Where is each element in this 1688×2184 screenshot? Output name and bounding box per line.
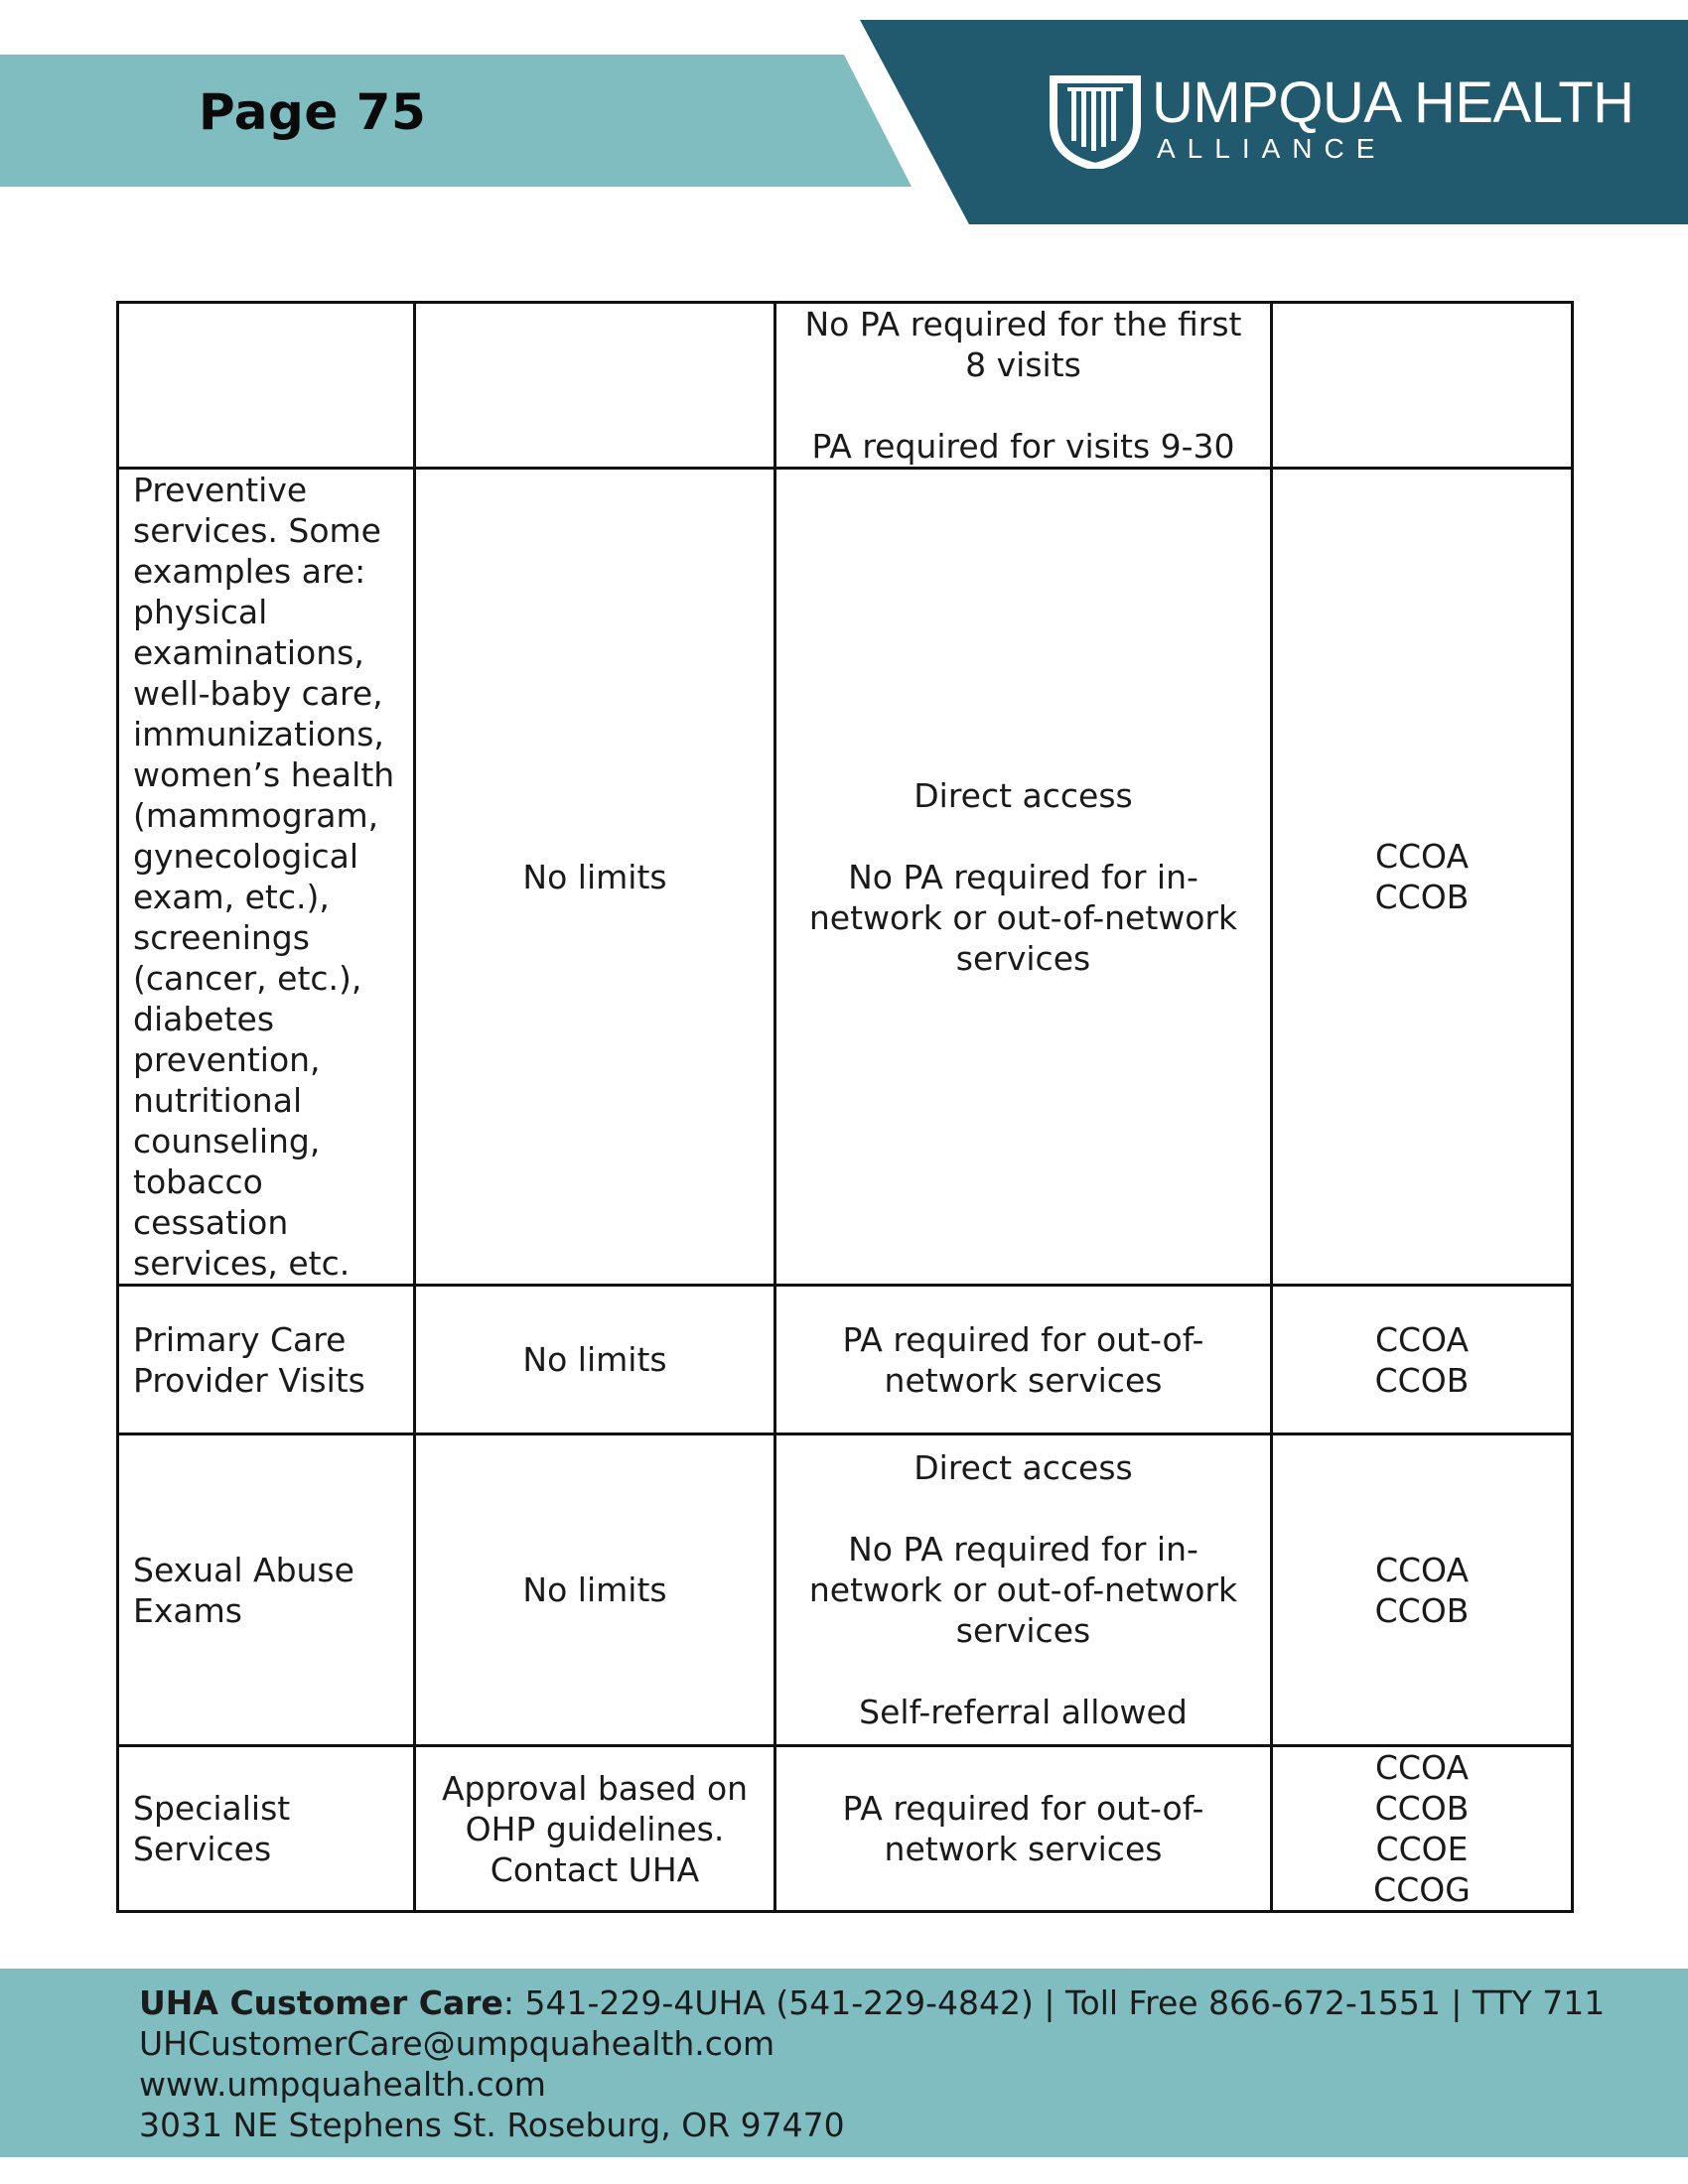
plans-cell: CCOA CCOB — [1272, 1434, 1573, 1746]
footer-email[interactable]: UHCustomerCare@umpquahealth.com — [139, 2024, 775, 2063]
table-row — [118, 1434, 1573, 1746]
footer-address: 3031 NE Stephens St. Roseburg, OR 97470 — [139, 2106, 845, 2144]
plans-cell — [1272, 303, 1573, 469]
service-cell: Sexual Abuse Exams — [118, 1434, 415, 1746]
table-row — [118, 1746, 1573, 1912]
limits-cell: No limits — [415, 469, 775, 1286]
service-cell — [118, 303, 415, 469]
benefits-table — [116, 301, 1574, 1913]
footer-website[interactable]: www.umpquahealth.com — [139, 2065, 546, 2104]
customer-care-label: UHA Customer Care — [139, 1983, 503, 2022]
limits-cell: No limits — [415, 1434, 775, 1746]
table-row — [118, 469, 1573, 1286]
plans-cell: CCOA CCOB — [1272, 469, 1573, 1286]
service-cell: Preventive services. Some examples are: physical examinations, well-baby care, immunizations, women’s health (mammogram, gynecological exam, etc.), screenings (cancer, etc.), diabetes prevention, nutritional counseling, tobacco cessation services, etc. — [118, 469, 415, 1286]
customer-care-line — [139, 1982, 1605, 2023]
customer-care-phones: : 541-229-4UHA (541-229-4842) | Toll Free 866-672-1551 | TTY 711 — [502, 1983, 1606, 2022]
limits-cell: Approval based on OHP guidelines. Contact UHA — [415, 1746, 775, 1912]
page-number: Page 75 — [199, 83, 427, 141]
authorization-cell: Direct access No PA required for in-network or out-of-network services — [775, 469, 1272, 1286]
authorization-cell: No PA required for the first 8 visits PA required for visits 9-30 — [775, 303, 1272, 469]
service-cell: Specialist Services — [118, 1746, 415, 1912]
authorization-cell: PA required for out-of-network services — [775, 1746, 1272, 1912]
logo-name: UMPQUA HEALTH — [1152, 70, 1634, 135]
limits-cell — [415, 303, 775, 469]
limits-cell: No limits — [415, 1286, 775, 1434]
authorization-cell: Direct access No PA required for in-network or out-of-network services Self-referral allowed — [775, 1434, 1272, 1746]
table-row — [118, 303, 1573, 469]
logo-subtitle: ALLIANCE — [1157, 133, 1387, 164]
footer-contact-bar — [0, 1969, 1688, 2157]
company-logo — [1048, 71, 1643, 181]
authorization-cell: PA required for out-of-network services — [775, 1286, 1272, 1434]
plans-cell: CCOA CCOB CCOE CCOG — [1272, 1746, 1573, 1912]
service-cell: Primary Care Provider Visits — [118, 1286, 415, 1434]
shield-logo-icon — [1048, 73, 1143, 169]
table-row — [118, 1286, 1573, 1434]
plans-cell: CCOA CCOB — [1272, 1286, 1573, 1434]
